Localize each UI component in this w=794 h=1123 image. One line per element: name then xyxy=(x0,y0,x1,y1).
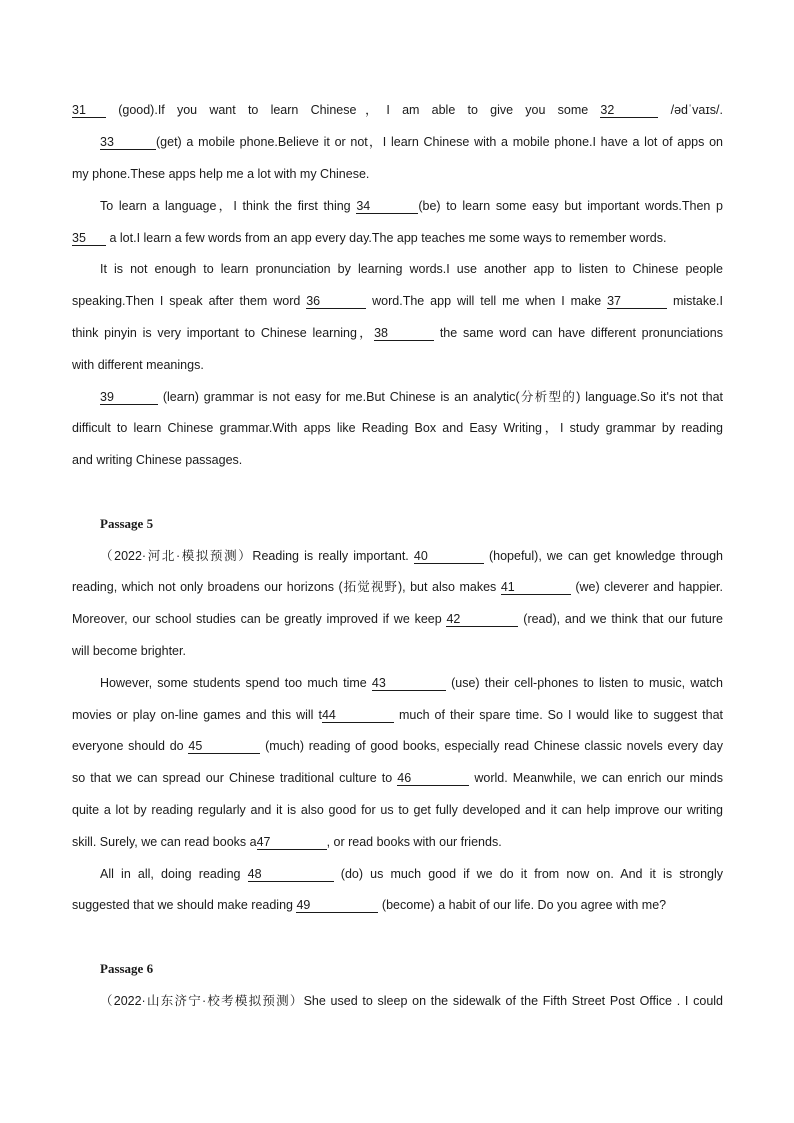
answer-blank-39[interactable]: 39 xyxy=(100,390,158,405)
answer-blank-44[interactable]: 44 xyxy=(322,708,394,723)
answer-blank-48[interactable]: 48 xyxy=(248,867,334,882)
text-line: speaking.Then I speak after them word 36 word.The app will tell me when I make 37 mistake.I xyxy=(72,294,724,308)
text-line: 31 (good).If you want to learn Chinese，I am able to give you some 32 /ədˈvaɪs/. xyxy=(72,103,723,117)
answer-blank-36[interactable]: 36 xyxy=(306,294,366,309)
text-line: 35 a lot.I learn a few words from an app every day.The app teaches me some ways to remember words. xyxy=(72,231,667,245)
answer-blank-45[interactable]: 45 xyxy=(188,739,260,754)
text-line: skill. Surely, we can read books a47 , or read books with our friends. xyxy=(72,835,502,849)
text-line: difficult to learn Chinese grammar.With apps like Reading Box and Easy Writing，I study grammar by reading xyxy=(72,421,723,435)
answer-blank-42[interactable]: 42 xyxy=(446,612,518,627)
answer-blank-31[interactable]: 31 xyxy=(72,103,106,118)
answer-blank-46[interactable]: 46 xyxy=(397,771,469,786)
text-line: and writing Chinese passages. xyxy=(72,453,243,467)
answer-blank-33[interactable]: 33 xyxy=(100,135,156,150)
text-line: 33 (get) a mobile phone.Believe it or not，I learn Chinese with a mobile phone.I have a lot of apps on xyxy=(100,135,723,149)
passage5-heading: Passage 5 xyxy=(100,516,154,531)
answer-blank-35[interactable]: 35 xyxy=(72,231,106,246)
text-line: with different meanings. xyxy=(72,358,204,372)
answer-blank-34[interactable]: 34 xyxy=(356,199,418,214)
answer-blank-38[interactable]: 38 xyxy=(374,326,434,341)
text-line: will become brighter. xyxy=(72,644,186,658)
answer-blank-41[interactable]: 41 xyxy=(501,580,571,595)
answer-blank-37[interactable]: 37 xyxy=(607,294,667,309)
text-line: think pinyin is very important to Chinese learning，38 the same word can have different pronunciations xyxy=(72,326,723,340)
text-line: Moreover, our school studies can be greatly improved if we keep 42 (read), and we think that our future xyxy=(72,612,724,626)
text-line: my phone.These apps help me a lot with my Chinese. xyxy=(72,167,370,181)
text-line: everyone should do 45 (much) reading of good books, especially read Chinese classic novels every day xyxy=(72,739,723,753)
text-line: reading, which not only broadens our horizons (拓觉视野), but also makes 41 (we) cleverer and happier. xyxy=(72,580,724,594)
text-line: It is not enough to learn pronunciation by learning words.I use another app to listen to Chinese people xyxy=(100,262,723,276)
answer-blank-32[interactable]: 32 xyxy=(600,103,658,118)
answer-blank-47[interactable]: 47 xyxy=(257,835,327,850)
text-line: All in all, doing reading 48 (do) us much good if we do it from now on. And it is strongly xyxy=(100,867,723,881)
text-line: suggested that we should make reading 49 (become) a habit of our life. Do you agree with me? xyxy=(72,898,667,912)
text-line: movies or play on-line games and this will t44 much of their spare time. So I would like to suggest that xyxy=(72,708,723,722)
answer-blank-40[interactable]: 40 xyxy=(414,549,484,564)
answer-blank-43[interactable]: 43 xyxy=(372,676,446,691)
answer-blank-49[interactable]: 49 xyxy=(296,898,378,913)
text-line: （2022·河北·模拟预测）Reading is really important. 40 (hopeful), we can get knowledge through xyxy=(100,549,723,563)
text-line: （2022·山东济宁·校考模拟预测）She used to sleep on the sidewalk of the Fifth Street Post Office . I could xyxy=(100,994,723,1008)
passage6-heading: Passage 6 xyxy=(100,961,154,976)
text-line: so that we can spread our Chinese traditional culture to 46 world. Meanwhile, we can enrich our minds xyxy=(72,771,723,785)
text-line: To learn a language，I think the first thing 34 (be) to learn some easy but important words.Then p xyxy=(100,199,723,213)
text-line: quite a lot by reading regularly and it is also good for us to get fully developed and it can help improve our writing xyxy=(72,803,723,817)
text-line: However, some students spend too much time 43 (use) their cell-phones to listen to music, watch xyxy=(100,676,723,690)
text-line: 39 (learn) grammar is not easy for me.But Chinese is an analytic(分析型的) language.So it's not that xyxy=(100,390,723,404)
